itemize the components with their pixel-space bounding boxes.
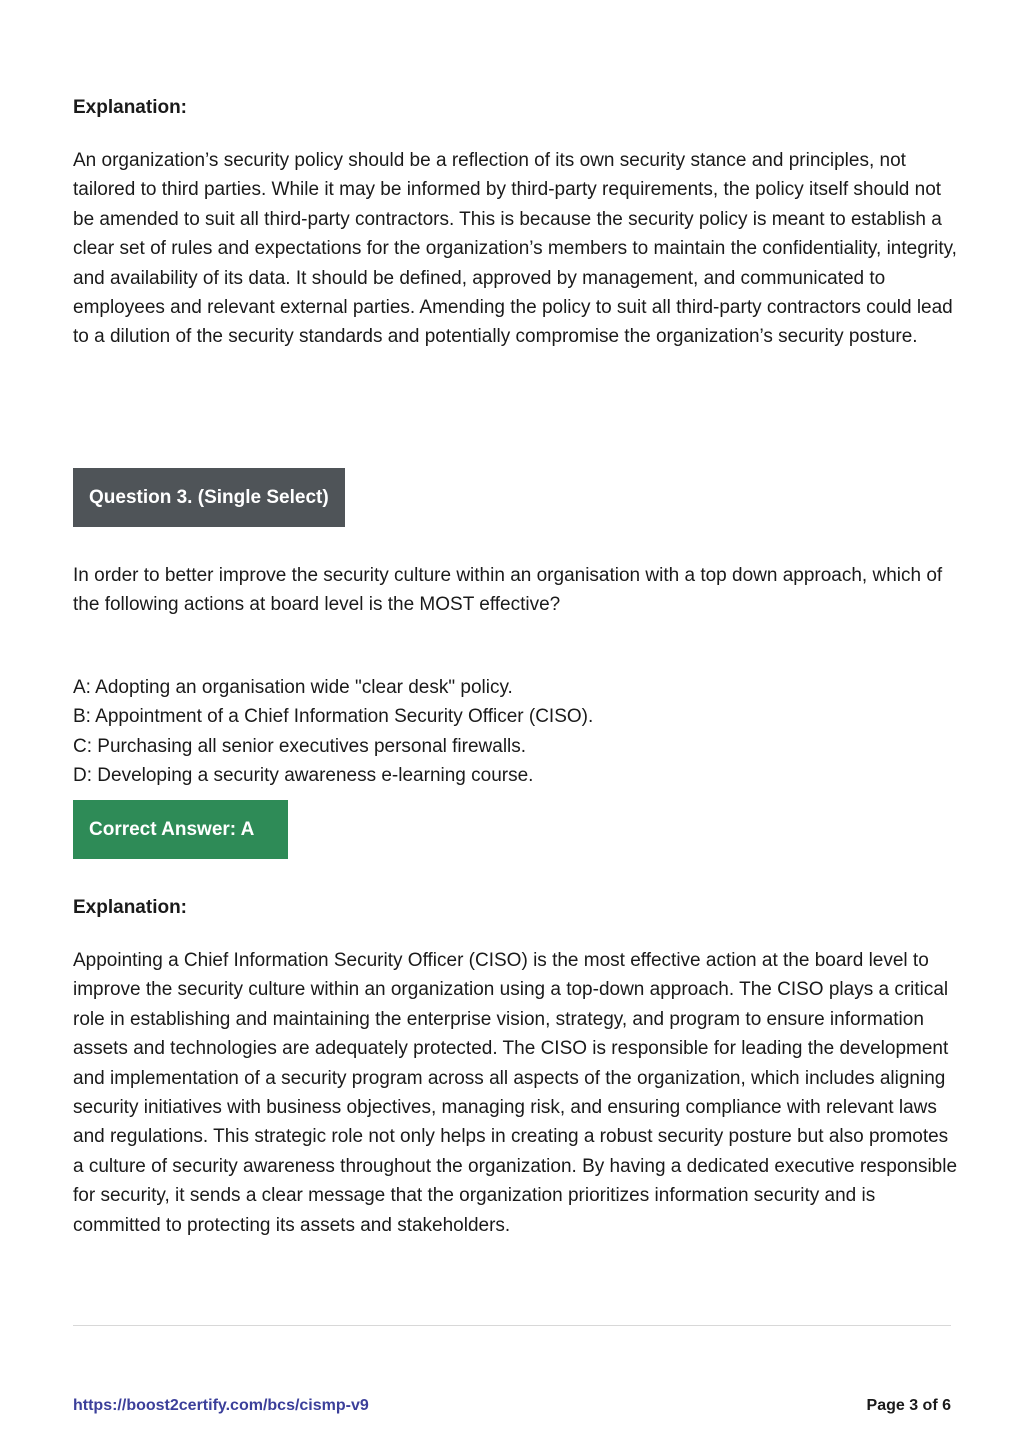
explanation-heading-previous: Explanation:: [73, 97, 188, 118]
option-d: D: Developing a security awareness e-learning course.: [73, 765, 534, 787]
answer-options: [73, 673, 593, 791]
footer-url-link[interactable]: https://boost2certify.com/bcs/cismp-v9: [73, 1397, 369, 1414]
correct-answer-badge: Correct Answer: A: [73, 800, 288, 859]
explanation-heading: Explanation:: [73, 897, 188, 918]
explanation-text-previous: An organization’s security policy should be a reflection of its own security stance and principles, not tailored to third parties. While it may be informed by third-party requirements, the policy itself should not be amended to suit all third-party contractors. This is because the security policy is meant to establish a clear set of rules and expectations for the organization’s members to maintain the confidentiality, integrity, and availability of its data. It should be defined, approved by management, and communicated to employees and relevant external parties. Amending the policy to suit all third-party contractors could lead to a dilution of the security standards and potentially compromise the organization’s security posture.: [73, 150, 957, 348]
question-badge: Question 3. (Single Select): [73, 468, 345, 527]
explanation-text: Appointing a Chief Information Security Officer (CISO) is the most effective action at the board level to improve the security culture within an organization using a top-down approach. The CISO plays a critical role in establishing and maintaining the enterprise vision, strategy, and program to ensure information assets and technologies are adequately protected. The CISO is responsible for leading the development and implementation of a security program across all aspects of the organization, which includes aligning security initiatives with business objectives, managing risk, and ensuring compliance with relevant laws and regulations. This strategic role not only helps in creating a robust security posture but also promotes a culture of security awareness throughout the organization. By having a dedicated executive responsible for security, it sends a clear message that the organization prioritizes information security and is committed to protecting its assets and stakeholders.: [73, 950, 958, 1236]
option-c: C: Purchasing all senior executives personal firewalls.: [73, 735, 527, 757]
question-text: In order to better improve the security culture within an organisation with a top down approach, which of the following actions at board level is the MOST effective?: [73, 565, 943, 616]
footer-divider: [73, 1325, 951, 1326]
page-number: Page 3 of 6: [866, 1397, 951, 1414]
document-page: [73, 0, 963, 1448]
option-a: A: Adopting an organisation wide "clear desk" policy.: [73, 677, 513, 698]
option-b: B: Appointment of a Chief Information Security Officer (CISO).: [73, 706, 594, 728]
